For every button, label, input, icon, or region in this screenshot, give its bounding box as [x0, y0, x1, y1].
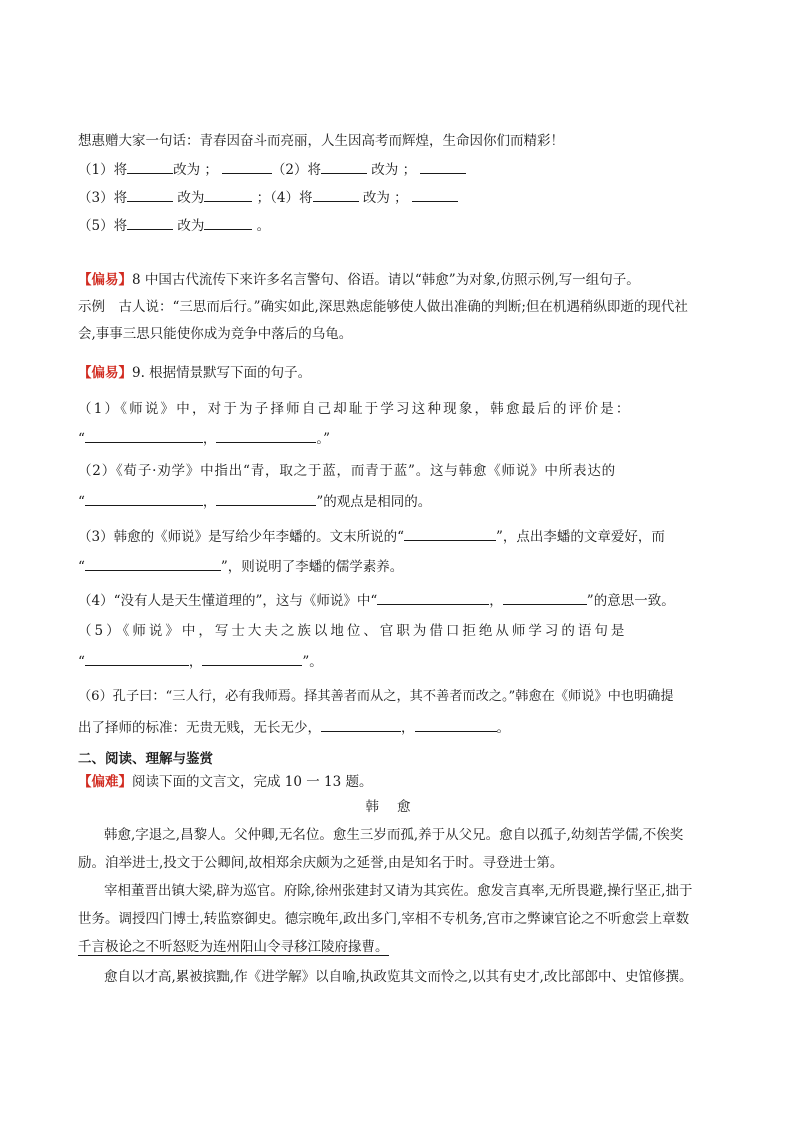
comma: ， [489, 593, 503, 609]
answer-blank[interactable] [222, 159, 272, 174]
section-2-title: 二、阅读、理解与鉴赏 [78, 751, 213, 767]
edit-item-row-1 [78, 159, 466, 180]
dictation-3-prompt [78, 526, 665, 547]
dictation-6-text: （6）孔子曰：“三人行，必有我师焉。择其善者而从之，其不善者而改之。”韩愈在《师说》中也明确提 [78, 689, 674, 704]
answer-blank[interactable] [321, 159, 367, 174]
edit-sep-5: 改为 [173, 218, 205, 234]
dictation-3-text: （3）韩愈的《师说》是写给少年李蟠的。文末所说的“ [78, 529, 404, 545]
edit-label-2: （2）将 [271, 162, 321, 178]
dictation-3-answer [78, 556, 403, 577]
question-8-heading [78, 270, 640, 290]
edit-sep-2: 改为 ； [366, 162, 417, 178]
passage-text: 世务。调授四门博士,转监察御史。德宗晚年,政出多门,宰相不专机务,宫市之弊谏官论之不听愈尝上章数 [78, 911, 690, 927]
passage-text: 愈自以才高,累被摈黜,作《进学解》以自喻,执政览其文而怜之,以其有史才,改比部郎中、史馆修撰。 [104, 969, 693, 985]
quote-close: 。” [316, 431, 331, 447]
section-2-heading [78, 749, 213, 769]
edit-sep-1: 改为 ； [173, 162, 218, 178]
answer-blank[interactable] [127, 215, 173, 230]
edit-label-3: （3）将 [78, 190, 128, 206]
dictation-5-answer [78, 651, 323, 672]
answer-blank[interactable] [85, 491, 203, 506]
example-text-1: 示例 古人说：“三思而后行。”确实如此,深思熟虑能够使人做出准确的判断;但在机遇稍纵即逝的现代社 [78, 299, 688, 315]
answer-blank[interactable] [85, 428, 203, 443]
answer-blank[interactable] [204, 215, 252, 230]
passage-underlined-text: 千言极论之不听怒贬为连州阳山令寻移江陵府掾曹。 [78, 939, 389, 955]
quote-open: “ [78, 494, 85, 510]
dictation-3-tail: ”，则说明了李蟠的儒学素养。 [220, 559, 404, 575]
passage-text: 励。洎举进士,投文于公卿间,故相郑余庆颇为之延誉,由是知名于时。寻登进士第。 [78, 855, 564, 871]
dictation-3-text-b: ”，点出李蟠的文章爱好，而 [496, 529, 665, 545]
passage-text: 韩愈,字退之,昌黎人。父仲卿,无名位。愈生三岁而孤,养于从父兄。愈自以孤子,幼刻苦学儒,不俟奖 [104, 827, 684, 843]
dictation-2-prompt [78, 461, 616, 481]
passage-title [0, 797, 794, 817]
dictation-1-prompt [78, 399, 632, 419]
answer-blank[interactable] [412, 187, 458, 202]
answer-blank[interactable] [377, 590, 489, 605]
question-10-text: 阅读下面的文言文，完成 10 一 13 题。 [132, 774, 373, 790]
answer-blank[interactable] [202, 651, 302, 666]
answer-blank[interactable] [404, 526, 496, 541]
quote-open: “ [78, 654, 85, 670]
edit-sep-3: 改为 [173, 190, 205, 206]
difficulty-tag: 【偏易】 [78, 365, 132, 381]
difficulty-tag: 【偏难】 [78, 774, 132, 790]
answer-blank[interactable] [216, 491, 316, 506]
dictation-2-answer [78, 491, 431, 512]
dictation-4-text: （4）“没有人是天生懂道理的”，这与《师说》中“ [78, 593, 378, 609]
passage-p1-line1 [104, 825, 683, 845]
answer-blank[interactable] [127, 159, 173, 174]
passage-p2-line1 [104, 881, 692, 901]
edit-label-5: （5）将 [78, 218, 128, 234]
quote-close: ”。 [302, 654, 323, 670]
comma: ， [401, 720, 415, 736]
comma: ， [202, 494, 217, 510]
passage-p1-line2 [78, 853, 563, 873]
answer-blank[interactable] [321, 717, 401, 732]
answer-blank[interactable] [216, 428, 316, 443]
question-9-text: 9. 根据情景默写下面的句子。 [132, 365, 312, 381]
example-line-1 [78, 297, 688, 317]
dictation-6-prompt [78, 687, 674, 707]
answer-blank[interactable] [415, 717, 497, 732]
difficulty-tag: 【偏易】 [78, 272, 132, 288]
edit-label-1: （1）将 [78, 162, 128, 178]
dictation-2-tail: ”的观点是相同的。 [316, 494, 432, 510]
closing-wish-line [78, 131, 564, 151]
passage-p2-line3 [78, 937, 389, 957]
dictation-5-text: （5）《师说》中，写士大夫之族以地位、官职为借口拒绝从师学习的语句是 [78, 623, 628, 639]
dictation-4-tail: ”的意思一致。 [586, 593, 675, 609]
dictation-1-answer [78, 428, 330, 449]
dictation-6-text-b: 出了择师的标准：无贵无贱，无长无少， [78, 720, 321, 736]
answer-blank[interactable] [503, 590, 587, 605]
dictation-2-text: （2）《荀子·劝学》中指出“青，取之于蓝，而青于蓝”。这与韩愈《师说》中所表达的 [78, 463, 616, 479]
question-9-heading [78, 363, 311, 383]
edit-sep-4: 改为 ； [358, 190, 408, 206]
quote-open: “ [78, 559, 85, 575]
answer-blank[interactable] [85, 556, 221, 571]
answer-blank[interactable] [85, 651, 189, 666]
example-line-2 [78, 324, 352, 344]
passage-p2-line2 [78, 909, 689, 929]
edit-label-4: ；（4）将 [252, 190, 313, 206]
answer-blank[interactable] [420, 159, 466, 174]
edit-item-row-3 [78, 215, 270, 236]
edit-end-5: 。 [252, 218, 271, 234]
comma: ， [202, 431, 217, 447]
answer-blank[interactable] [313, 187, 359, 202]
dictation-1-text: （1）《师说》中，对于为子择师自己却耻于学习这种现象，韩愈最后的评价是： [78, 401, 632, 417]
edit-item-row-2 [78, 187, 458, 208]
passage-p3-line1 [104, 967, 692, 987]
quote-open: “ [78, 431, 85, 447]
dictation-6-answer [78, 717, 510, 738]
closing-wish-text: 想惠赠大家一句话：青春因奋斗而亮丽，人生因高考而辉煌，生命因你们而精彩！ [78, 133, 564, 149]
comma: ， [188, 654, 203, 670]
passage-text: 宰相董晋出镇大梁,辟为巡官。府除,徐州张建封又请为其宾佐。愈发言真率,无所畏避,操行坚正,拙于 [104, 883, 693, 899]
period: 。 [496, 720, 510, 736]
answer-blank[interactable] [127, 187, 173, 202]
answer-blank[interactable] [204, 187, 252, 202]
question-8-text: 8 中国古代流传下来许多名言警句、俗语。请以“韩愈”为对象,仿照示例,写一组句子。 [132, 272, 640, 288]
question-10-heading [78, 772, 373, 792]
example-text-2: 会,事事三思只能使你成为竞争中落后的乌龟。 [78, 326, 353, 342]
dictation-5-prompt [78, 621, 627, 641]
passage-title-text: 韩愈 [365, 799, 429, 815]
dictation-4-prompt [78, 590, 675, 611]
